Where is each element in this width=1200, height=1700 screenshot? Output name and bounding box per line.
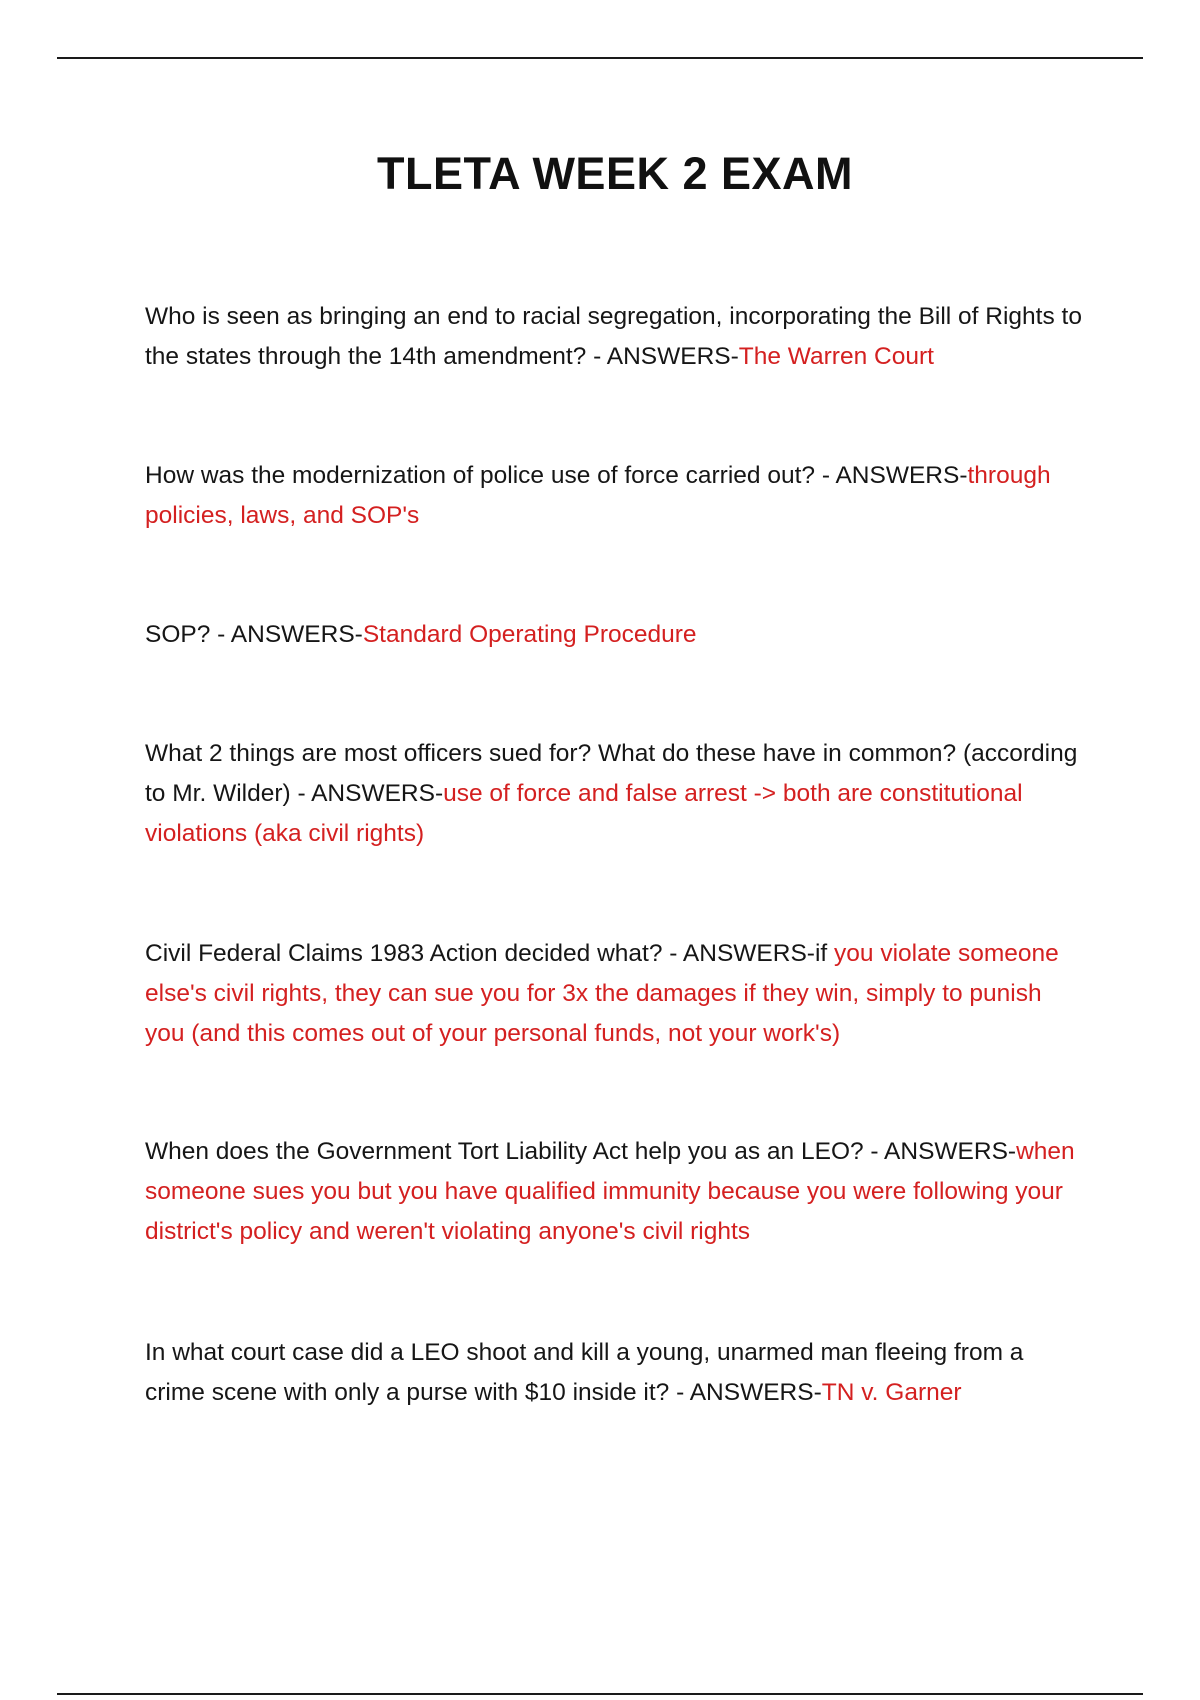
qa-item bbox=[145, 297, 1085, 377]
answers-separator: - ANSWERS- bbox=[290, 780, 444, 807]
qa-item bbox=[145, 615, 1085, 655]
answers-separator: - ANSWERS- bbox=[586, 343, 739, 370]
qa-item bbox=[145, 1333, 1085, 1413]
answer-text: when someone sues you but you have qualified immunity because you were following your district's policy and weren't violating anyone's civil rights bbox=[145, 1138, 1075, 1245]
page-title: TLETA WEEK 2 EXAM bbox=[376, 148, 853, 199]
answer-prefix: if bbox=[814, 940, 835, 967]
answers-separator: - ANSWERS- bbox=[815, 462, 968, 489]
answer-text: through policies, laws, and SOP's bbox=[145, 462, 1051, 529]
answer-text: use of force and false arrest -> both are constitutional violations (aka civil rights) bbox=[145, 780, 1023, 847]
qa-item bbox=[145, 1132, 1085, 1252]
qa-item bbox=[145, 934, 1085, 1054]
answer-text: TN v. Garner bbox=[821, 1379, 962, 1406]
top-rule bbox=[57, 57, 1143, 59]
qa-item bbox=[145, 734, 1085, 854]
answers-separator: - ANSWERS- bbox=[662, 940, 815, 967]
question-text: Who is seen as bringing an end to racial segregation, incorporating the Bill of Rights to the states through the 14th amendment? bbox=[145, 303, 1082, 370]
answers-separator: - ANSWERS- bbox=[863, 1138, 1017, 1165]
question-text: SOP? bbox=[145, 621, 211, 648]
question-text: What 2 things are most officers sued for? What do these have in common? (according to Mr. Wilder) bbox=[145, 740, 1078, 807]
question-text: When does the Government Tort Liability Act help you as an LEO? bbox=[145, 1138, 864, 1165]
question-text: Civil Federal Claims 1983 Action decided what? bbox=[145, 940, 663, 967]
qa-item bbox=[145, 456, 1085, 536]
bottom-rule bbox=[57, 1693, 1143, 1695]
answer-text: Standard Operating Procedure bbox=[362, 621, 697, 648]
question-text: How was the modernization of police use of force carried out? bbox=[145, 462, 816, 489]
question-text: In what court case did a LEO shoot and kill a young, unarmed man fleeing from a crime scene with only a purse with $10 inside it? bbox=[145, 1339, 1024, 1406]
answers-separator: - ANSWERS- bbox=[669, 1379, 822, 1406]
answer-text: The Warren Court bbox=[738, 343, 934, 370]
answer-text: you violate someone else's civil rights, they can sue you for 3x the damages if they win, simply to punish you (and this comes out of your personal funds, not your work's) bbox=[145, 940, 1059, 1047]
answers-separator: - ANSWERS- bbox=[210, 621, 363, 648]
